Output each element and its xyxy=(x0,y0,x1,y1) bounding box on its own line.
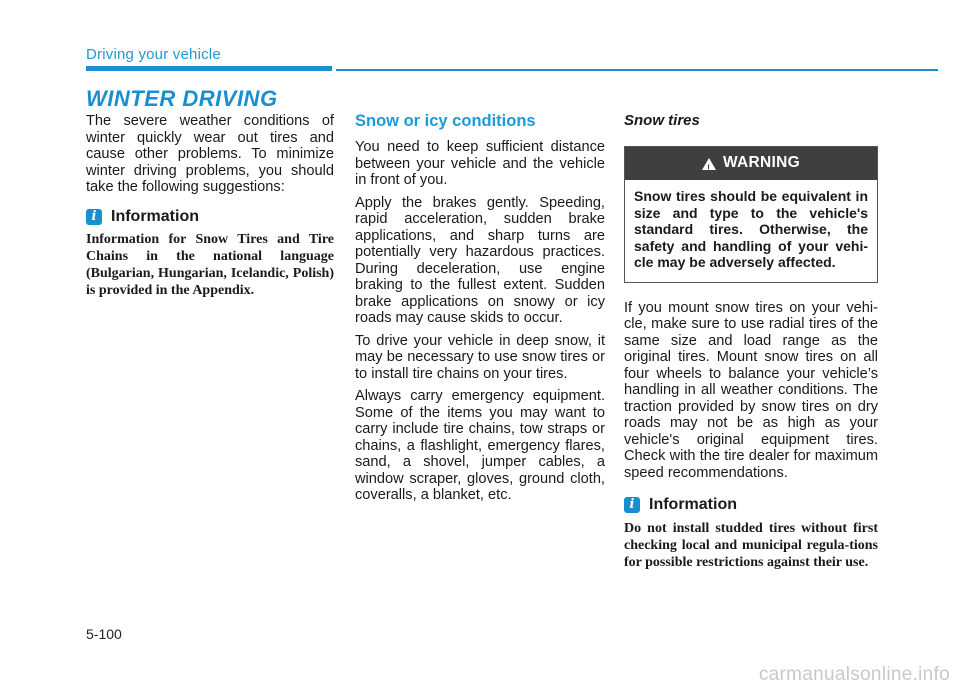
column-middle xyxy=(355,113,605,510)
snow-icy-heading: Snow or icy conditions xyxy=(355,112,536,130)
section-label: Driving your vehicle xyxy=(86,46,221,63)
watermark: carmanualsonline.info xyxy=(758,664,950,685)
info-icon: i xyxy=(86,209,102,225)
snow-tires-paragraph: If you mount snow tires on your vehi-cle, make sure to use radial tires of the same size and load range as the original tires. Mount snow tires on all four wheels to balance your vehicle’s handling in all weather conditions. The traction provided by snow tires on dry roads may not be as high as your vehicle's original equipment tires. Check with the tire dealer for maximum speed recommendations. xyxy=(624,299,878,481)
paragraph: Apply the brakes gently. Speeding, rapid acceleration, sudden brake applications, and sharp turns are potentially very hazardous practices. During deceleration, use engine braking to the fullest extent. Sudden brake applications on snowy or icy roads may cause skids to occur. xyxy=(355,194,605,326)
snow-tires-heading: Snow tires xyxy=(624,112,700,129)
info-body: Information for Snow Tires and Tire Chains in the national language (Bulgarian, Hungarian, Icelandic, Polish) is provided in the Appendix. xyxy=(86,232,334,298)
warning-title: WARNING xyxy=(722,154,800,172)
warning-header xyxy=(625,147,877,180)
header-rule-thick xyxy=(86,66,332,71)
paragraph: You need to keep sufficient distance between your vehicle and the vehicle in front of you. xyxy=(355,139,605,188)
column-left xyxy=(86,113,334,305)
warning-triangle-icon: ! xyxy=(702,158,716,170)
paragraph: To drive your vehicle in deep snow, it may be necessary to use snow tires or to install tire chains on your tires. xyxy=(355,332,605,382)
intro-paragraph: The severe weather conditions of winter quickly wear out tires and cause other problems. To minimize winter driving problems, you should take the following suggestions: xyxy=(86,113,334,195)
paragraph: Always carry emergency equipment. Some of the items you may want to carry include tire chains, tow straps or chains, a flashlight, emergency flares, sand, a shovel, jumper cables, a window scraper, gloves, ground cloth, coveralls, a blanket, etc. xyxy=(355,388,605,503)
info-heading xyxy=(86,209,334,226)
page-number: 5-100 xyxy=(86,626,122,642)
info-body: Do not install studded tires without first checking local and municipal regula-tions for possible restrictions against their use. xyxy=(624,520,878,570)
column-right xyxy=(624,113,878,577)
warning-box xyxy=(624,146,878,283)
warning-body: Snow tires should be equivalent in size and type to the vehicle's standard tires. Otherwise, the safety and handling of your vehi-cle may be adversely affected. xyxy=(634,188,868,270)
info-title: Information xyxy=(111,207,199,225)
info-heading xyxy=(624,497,878,514)
info-title: Information xyxy=(649,496,737,513)
info-icon: i xyxy=(624,497,640,513)
page-title: WINTER DRIVING xyxy=(86,86,278,111)
header-rule-thin xyxy=(336,69,938,71)
